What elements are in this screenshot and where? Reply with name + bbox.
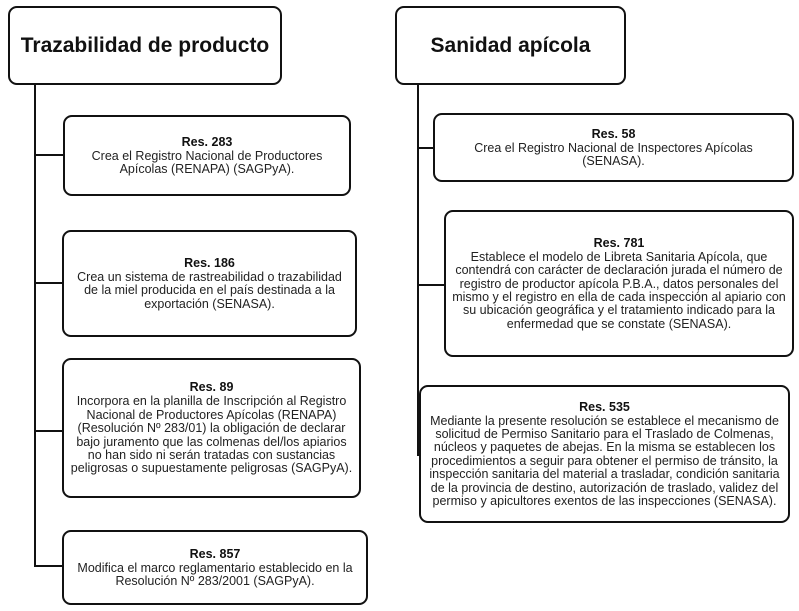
resolution-title: Res. 781 [593, 235, 645, 250]
connector-branch-res-781 [417, 284, 445, 286]
connector-branch-res-89 [34, 430, 63, 432]
connector-branch-res-857 [34, 565, 63, 567]
resolution-description: Incorpora en la planilla de Inscripción al Registro Nacional de Productores Apícolas (RENAPA) (Resolución Nº 283/01) la obligación de declarar bajo juramento que las colmenas del/los apiarios no han sido ni serán tratadas con sustancias peligrosas o supuestamente peligrosas (SAGPyA). [70, 394, 353, 476]
resolution-description: Mediante la presente resolución se establece el mecanismo de solicitud de Permiso Sanitario para el Traslado de Colmenas, núcleos y paquetes de abejas. En la misma se establecen los procedimientos a seguir para obtener el permiso de tránsito, la inspección sanitaria del material a trasladar, condición sanitaria de la provincia de destino, autorización de traslado, validez del permiso y apicultores exentos de las inspecciones (SENASA). [429, 413, 780, 509]
category-title: Sanidad apícola [430, 33, 591, 57]
resolution-card-58 [433, 113, 794, 182]
resolution-description: Modifica el marco reglamentario establecido en la Resolución Nº 283/2001 (SAGPyA). [77, 560, 353, 588]
category-header-sanidad [395, 6, 626, 85]
resolution-title: Res. 89 [189, 380, 234, 395]
resolution-card-283 [63, 115, 351, 196]
resolution-description: Crea el Registro Nacional de Inspectores Apícolas (SENASA). [474, 140, 753, 168]
category-title: Trazabilidad de producto [20, 33, 270, 57]
resolution-title: Res. 857 [189, 546, 241, 561]
resolution-title: Res. 535 [579, 399, 630, 414]
resolution-description: Crea el Registro Nacional de Productores Apícolas (RENAPA) (SAGPyA). [91, 148, 323, 176]
resolution-card-89 [62, 358, 361, 498]
resolution-description: Crea un sistema de rastreabilidad o trazabilidad de la miel producida en el país destinada a la exportación (SENASA). [77, 269, 342, 311]
resolution-card-186 [62, 230, 357, 337]
resolution-card-857 [62, 530, 368, 605]
connector-branch-res-283 [34, 154, 63, 156]
category-header-trazabilidad [8, 6, 282, 85]
resolution-title: Res. 186 [184, 255, 235, 270]
connector-branch-res-186 [34, 282, 63, 284]
resolution-card-535 [419, 385, 790, 523]
connector-branch-res-58 [417, 147, 434, 149]
resolution-description: Establece el modelo de Libreta Sanitaria Apícola, que contendrá con carácter de declaración jurada el número de registro de productor apícola P.B.A., datos personales del mismo y el registro en ella de cada inspección al apiario con su ubicación geográfica y el tratamiento indicado para la enfermedad que se constate (SENASA). [452, 249, 786, 331]
connector-trunk-left [34, 84, 36, 567]
resolution-card-781 [444, 210, 794, 357]
resolution-title: Res. 283 [181, 134, 233, 149]
resolution-title: Res. 58 [591, 126, 636, 141]
